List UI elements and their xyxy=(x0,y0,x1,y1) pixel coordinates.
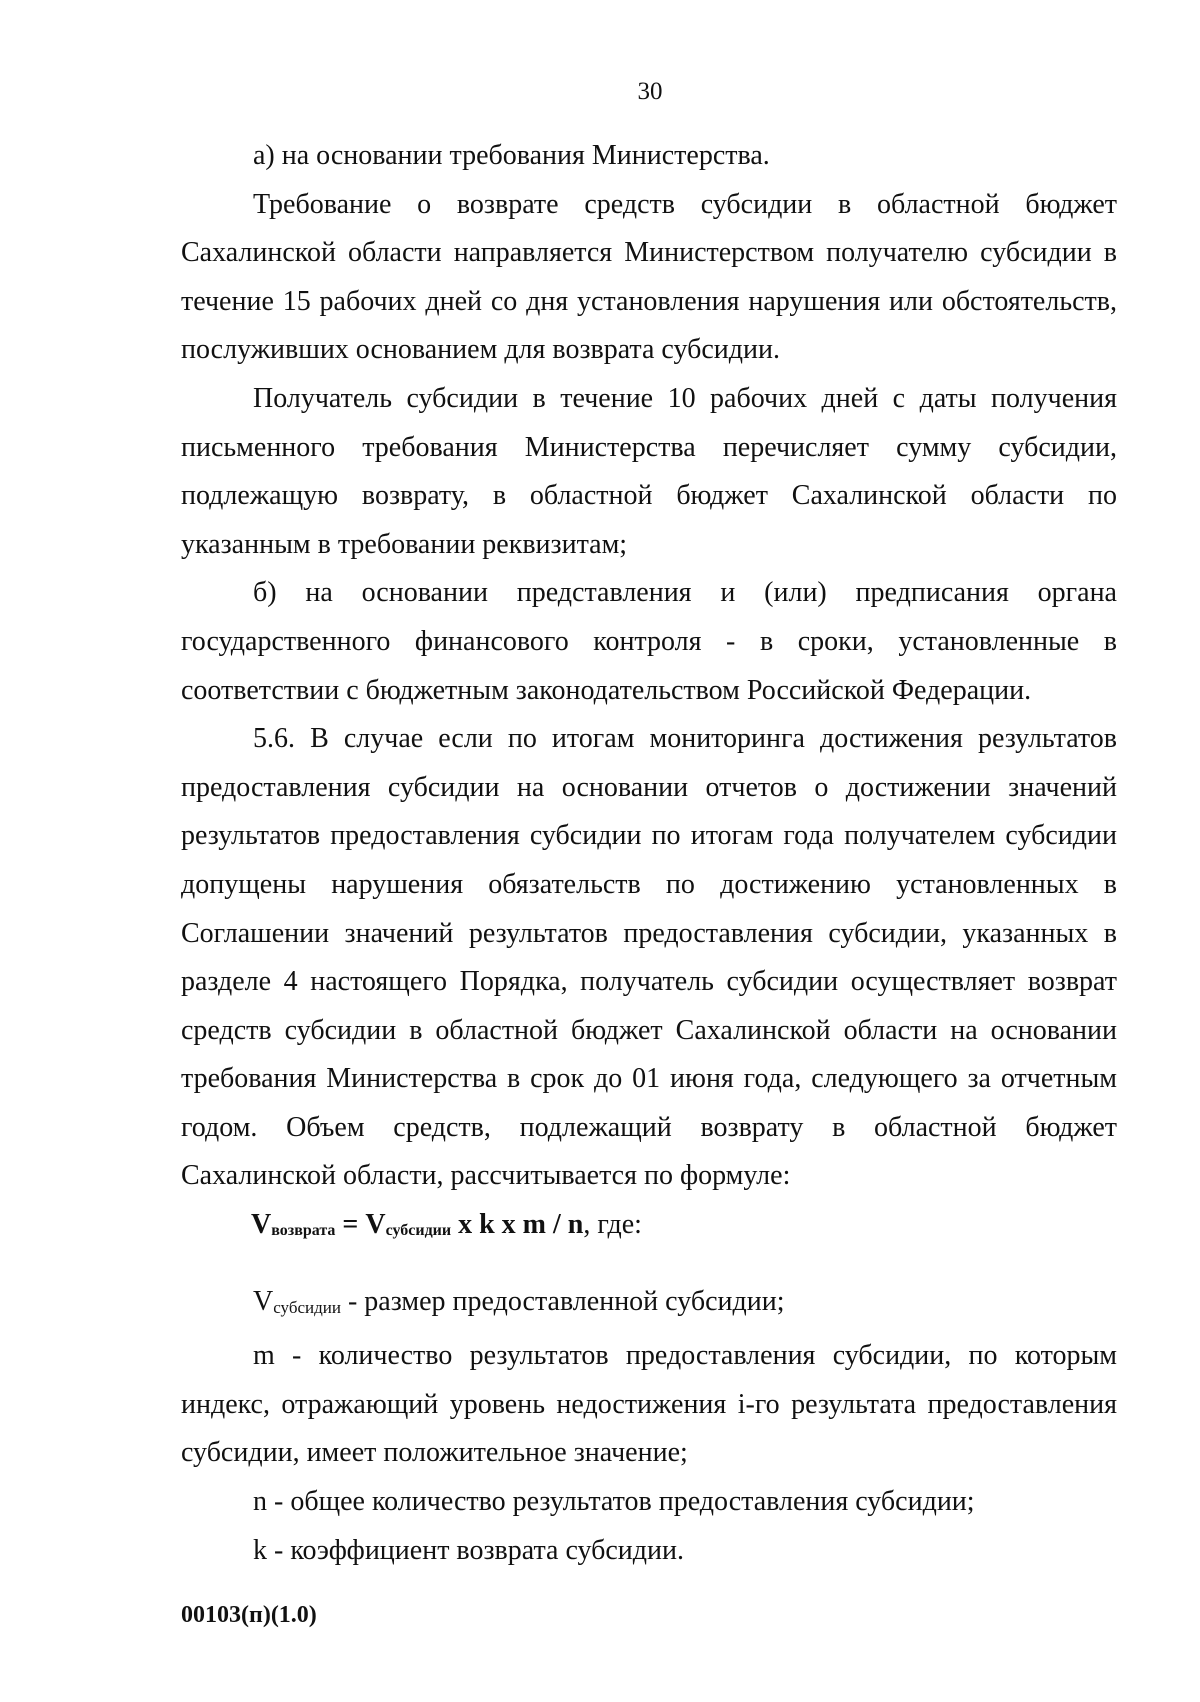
formula-v-return: $V_{возврата} = V_{субсидии}$ x k x m / n xyxy=(251,1209,584,1241)
paragraph-b: б) на основании представления и (или) предписания органа государственного финансового контроля - в сроки, установленные в соответствии с бюджетным законодательством Российской Федерации. xyxy=(181,577,1117,706)
definition-v: $V_{субсидии}$ - размер предоставленной субсидии; xyxy=(253,1285,785,1317)
formula-tail: , где: xyxy=(583,1209,642,1241)
paragraph-5-6: 5.6. В случае если по итогам мониторинга достижения результатов предоставления субсидии на основании отчетов о достижении значений результатов предоставления субсидии по итогам года получателем субсидии допущены нарушения обязательств по достижению установленных в Соглашении значений результатов предоставления субсидии, указанных в разделе 4 настоящего Порядка, получатель субсидии осуществляет возврат средств субсидии в областной бюджет Сахалинской области на основании требования Министерства в срок до 01 июня года, следующего за отчетным годом. Объем средств, подлежащий возврату в областной бюджет Сахалинской области, рассчитывается по формуле: xyxy=(181,723,1117,1192)
page-number: 30 xyxy=(637,78,663,105)
formula xyxy=(181,1201,1117,1256)
definition-k: k - коэффициент возврата субсидии. xyxy=(253,1534,685,1566)
paragraph-recipient: Получатель субсидии в течение 10 рабочих дней с даты получения письменного требования Министерства перечисляет сумму субсидии, подлежащую возврату, в областной бюджет Сахалинской области по указанным в требовании реквизитам; xyxy=(181,382,1117,560)
definition-n: n - общее количество результатов предоставления субсидии; xyxy=(253,1486,975,1518)
document-body xyxy=(181,132,1117,1575)
document-code: 00103(п)(1.0) xyxy=(181,1602,317,1628)
definition-m: m - количество результатов предоставления субсидии, по которым индекс, отражающий уровень недостижения i-го результата предоставления субсидии, имеет положительное значение; xyxy=(181,1340,1117,1469)
paragraph-requirement: Требование о возврате средств субсидии в областной бюджет Сахалинской области направляется Министерством получателю субсидии в течение 15 рабочих дней со дня установления нарушения или обстоятельств, послуживших основанием для возврата субсидии. xyxy=(181,188,1117,366)
paragraph-a: а) на основании требования Министерства. xyxy=(253,140,770,171)
